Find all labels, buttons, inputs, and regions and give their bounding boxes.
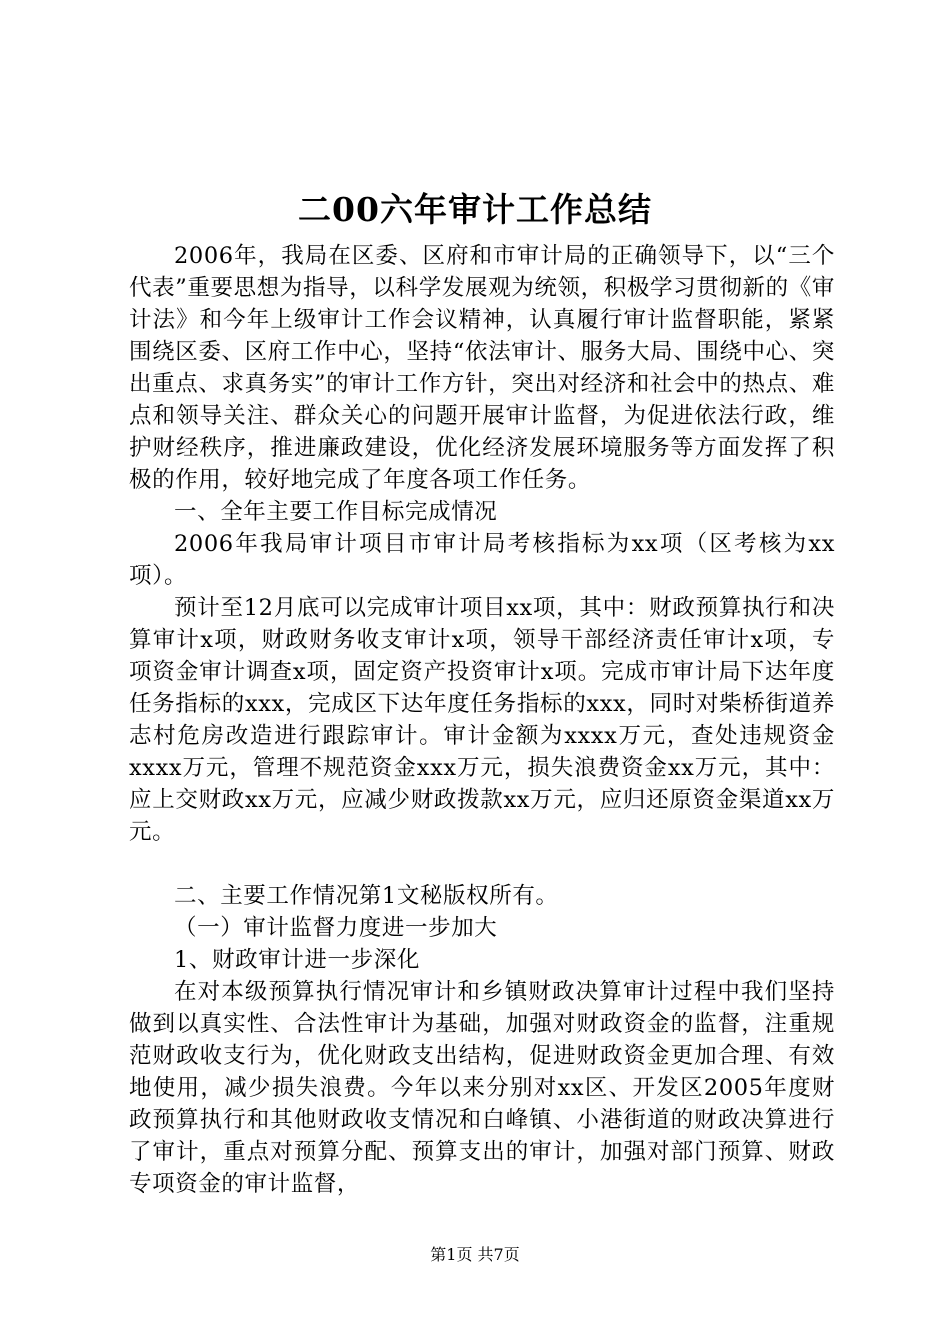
paragraph-finance-audit: 在对本级预算执行情况审计和乡镇财政决算审计过程中我们坚持做到以真实性、合法性审计为基础，加强对财政资金的监督，注重规范财政收支行为，优化财政支出结构，促进财政资金更加合理、有效地使用，减少损失浪费。今年以来分别对xx区、开发区2005年度财政预算执行和其他财政收支情况和白峰镇、小港街道的财政决算进行了审计，重点对预算分配、预算支出的审计，加强对部门预算、财政专项资金的审计监督， bbox=[129, 979, 835, 1197]
page-number-footer: 第1页 共7页 bbox=[430, 1245, 520, 1264]
heading-section-1: 一、全年主要工作目标完成情况 bbox=[174, 499, 498, 525]
heading-subsection-1: （一）审计监督力度进一步加大 bbox=[174, 915, 498, 941]
heading-section-2: 二、主要工作情况第1文秘版权所有。 bbox=[174, 883, 559, 909]
document-body bbox=[129, 240, 835, 1200]
document-title: 二00六年审计工作总结 bbox=[298, 190, 652, 229]
heading-item-1: 1、财政审计进一步深化 bbox=[174, 947, 420, 973]
paragraph-target: 2006年我局审计项目市审计局考核指标为xx项（区考核为xx项）。 bbox=[129, 531, 835, 589]
paragraph-intro: 2006年，我局在区委、区府和市审计局的正确领导下，以“三个代表”重要思想为指导，以科学发展观为统领，积极学习贯彻新的《审计法》和今年上级审计工作会议精神，认真履行审计监督职能，紧紧围绕区委、区府工作中心，坚持“依法审计、服务大局、围绕中心、突出重点、求真务实”的审计工作方针，突出对经济和社会中的热点、难点和领导关注、群众关心的问题开展审计监督，为促进依法行政，维护财经秩序，推进廉政建设，优化经济发展环境服务等方面发挥了积极的作用，较好地完成了年度各项工作任务。 bbox=[129, 243, 835, 493]
paragraph-completion: 预计至12月底可以完成审计项目xx项，其中：财政预算执行和决算审计x项，财政财务收支审计x项，领导干部经济责任审计x项，专项资金审计调查x项，固定资产投资审计x项。完成市审计局下达年度任务指标的xxx，完成区下达年度任务指标的xxx，同时对柴桥街道养志村危房改造进行跟踪审计。审计金额为xxxx万元，查处违规资金xxxx万元，管理不规范资金xxx万元，损失浪费资金xx万元，其中：应上交财政xx万元，应减少财政拨款xx万元，应归还原资金渠道xx万元。 bbox=[129, 595, 835, 845]
